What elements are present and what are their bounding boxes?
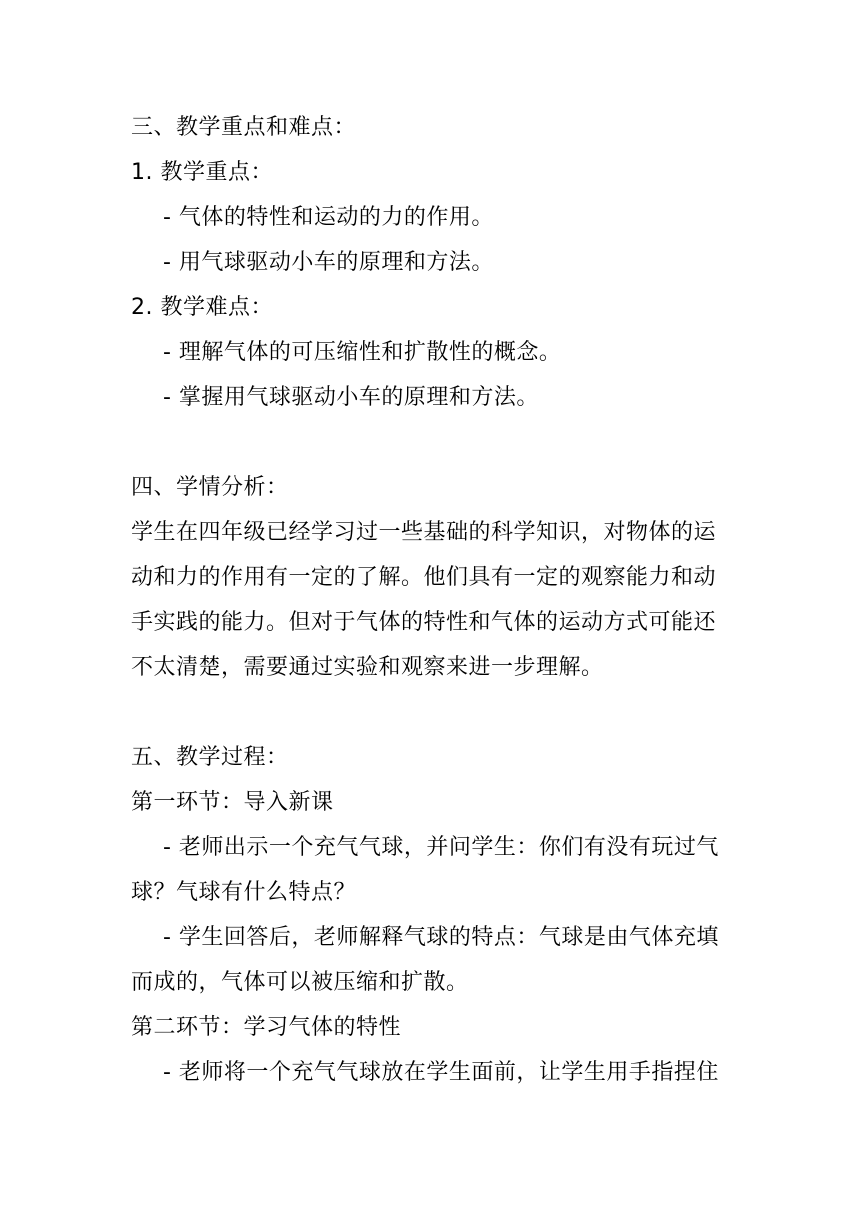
step-1-title: 第一环节：导入新课: [131, 790, 334, 815]
step-1-paragraph-1-line-1: - 老师出示一个充气气球，并问学生：你们有没有玩过气: [163, 835, 719, 860]
analysis-line-1: 学生在四年级已经学习过一些基础的科学知识，对物体的运: [131, 520, 717, 545]
difficulties-label: 2. 教学难点：: [131, 295, 273, 320]
key-points-label: 1. 教学重点：: [131, 160, 273, 185]
step-2-title: 第二环节：学习气体的特性: [131, 1015, 402, 1040]
step-2-paragraph-1-line-1: - 老师将一个充气气球放在学生面前，让学生用手指捏住: [163, 1060, 719, 1085]
difficulty-1: - 理解气体的可压缩性和扩散性的概念。: [163, 340, 562, 365]
step-1-paragraph-2-line-2: 而成的，气体可以被压缩和扩散。: [131, 970, 469, 995]
section-5-heading: 五、教学过程：: [131, 745, 289, 770]
section-4-heading: 四、学情分析：: [131, 475, 289, 500]
analysis-line-4: 不太清楚，需要通过实验和观察来进一步理解。: [131, 655, 604, 680]
difficulty-2: - 掌握用气球驱动小车的原理和方法。: [163, 385, 539, 410]
step-1-paragraph-1-line-2: 球？气球有什么特点？: [131, 880, 357, 905]
key-point-2: - 用气球驱动小车的原理和方法。: [163, 250, 494, 275]
analysis-line-3: 手实践的能力。但对于气体的特性和气体的运动方式可能还: [131, 610, 717, 635]
key-point-1: - 气体的特性和运动的力的作用。: [163, 205, 494, 230]
section-3-heading: 三、教学重点和难点：: [131, 115, 357, 140]
step-1-paragraph-2-line-1: - 学生回答后，老师解释气球的特点：气球是由气体充填: [163, 925, 719, 950]
analysis-line-2: 动和力的作用有一定的了解。他们具有一定的观察能力和动: [131, 565, 717, 590]
